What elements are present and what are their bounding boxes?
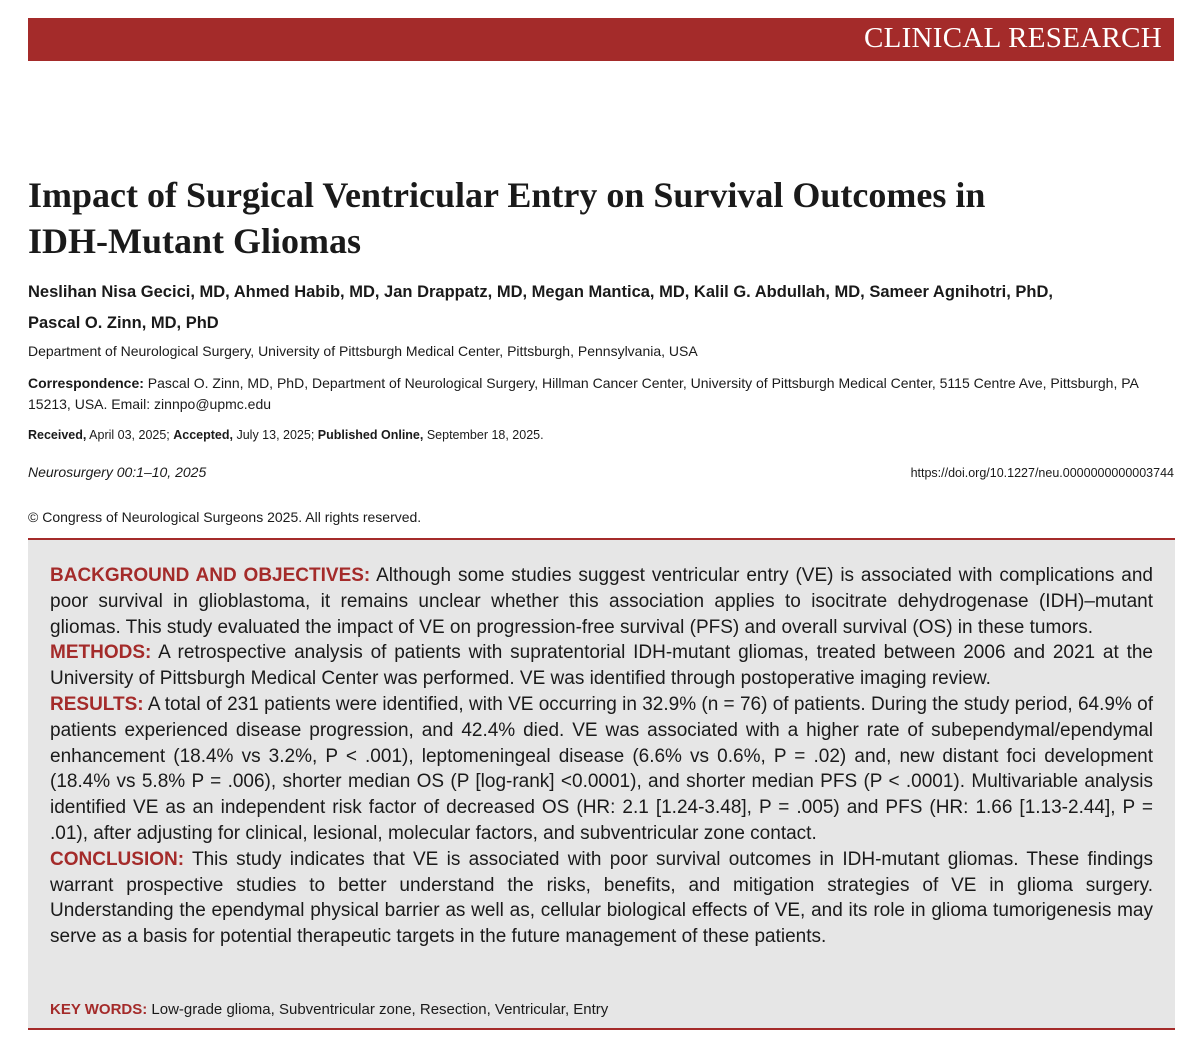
author-list [28, 277, 1168, 339]
abstract-conclusion [50, 847, 1153, 950]
keywords-heading: KEY WORDS: [50, 1001, 148, 1018]
background-text: Although some studies suggest ventricular entry (VE) is associated with complications and poor survival in glioblastoma, it remains unclear whether this association applies to isocitrate dehydrogenase (IDH)–mutant gliomas. This study evaluated the impact of VE on progression-free survival (PFS) and overall survival (OS) in these tumors. [50, 565, 1153, 638]
published-date: September 18, 2025. [423, 428, 544, 442]
doi-link[interactable]: https://doi.org/10.1227/neu.0000000000003744 [910, 466, 1174, 480]
article-dates [28, 428, 544, 442]
journal-citation: Neurosurgery 00:1–10, 2025 [28, 464, 207, 480]
received-date: April 03, 2025; [86, 428, 174, 442]
keywords-text: Low-grade glioma, Subventricular zone, Resection, Ventricular, Entry [147, 1001, 609, 1018]
article-title-line-1: Impact of Surgical Ventricular Entry on Survival Outcomes in [28, 175, 986, 215]
accepted-date: July 13, 2025; [233, 428, 318, 442]
methods-text: A retrospective analysis of patients with supratentorial IDH-mutant gliomas, treated between 2006 and 2021 at the University of Pittsburgh Medical Center was performed. VE was identified through postoperative imaging review. [50, 642, 1153, 690]
keywords [50, 1001, 608, 1018]
section-label: CLINICAL RESEARCH [863, 22, 1162, 54]
abstract-results [50, 692, 1153, 847]
background-heading: BACKGROUND AND OBJECTIVES: [50, 565, 371, 586]
copyright-notice: © Congress of Neurological Surgeons 2025. All rights reserved. [28, 509, 422, 525]
authors-line-1: Neslihan Nisa Gecici, MD, Ahmed Habib, MD, Jan Drappatz, MD, Megan Mantica, MD, Kalil G. Abdullah, MD, Sameer Agnihotri, PhD, [28, 283, 1053, 301]
section-banner [28, 18, 1174, 61]
correspondence-label: Correspondence: [28, 375, 144, 391]
methods-heading: METHODS: [50, 642, 152, 664]
authors-line-2: Pascal O. Zinn, MD, PhD [28, 314, 219, 332]
results-heading: RESULTS: [50, 693, 144, 715]
affiliation: Department of Neurological Surgery, University of Pittsburgh Medical Center, Pittsburgh, Pennsylvania, USA [28, 343, 698, 359]
accepted-label: Accepted, [173, 428, 233, 442]
abstract-body [50, 563, 1153, 950]
abstract-methods [50, 640, 1153, 692]
results-text: A total of 231 patients were identified, with VE occurring in 32.9% (n = 76) of patients. During the study period, 64.9% of patients experienced disease progression, and 42.4% died. VE was associated with a higher rate of subependymal/ependymal enhancement (18.4% vs 3.2%, P < .001), leptomeningeal disease (6.6% vs 0.6%, P = .02) and, new distant foci development (18.4% vs 5.8% P = .006), shorter median OS (P [log-rank] <0.0001), and shorter median PFS (P < .0001). Multivariable analysis identified VE as an independent risk factor of decreased OS (HR: 2.1 [1.24-3.48], P = .005) and PFS (HR: 1.66 [1.13-2.44], P = .01), after adjusting for clinical, lesional, molecular factors, and subventricular zone contact. [50, 693, 1153, 844]
article-title-line-2: IDH-Mutant Gliomas [28, 221, 361, 261]
correspondence-text: Pascal O. Zinn, MD, PhD, Department of Neurological Surgery, Hillman Cancer Center, University of Pittsburgh Medical Center, 5115 Centre Ave, Pittsburgh, PA 15213, USA. Email: zinnpo@upmc.edu [28, 375, 1139, 412]
received-label: Received, [28, 428, 87, 442]
abstract-box [28, 538, 1175, 1030]
correspondence [28, 373, 1168, 415]
published-label: Published Online, [317, 428, 424, 442]
abstract-background [50, 563, 1153, 640]
article-title [28, 172, 1158, 264]
conclusion-heading: CONCLUSION: [50, 848, 185, 870]
conclusion-text: This study indicates that VE is associated with poor survival outcomes in IDH-mutant gliomas. These findings warrant prospective studies to better understand the risks, benefits, and mitigation strategies of VE in glioma surgery. Understanding the ependymal physical barrier as well as, cellular biological effects of VE, and its role in glioma tumorigenesis may serve as a basis for potential therapeutic targets in the future management of these patients. [50, 848, 1153, 948]
